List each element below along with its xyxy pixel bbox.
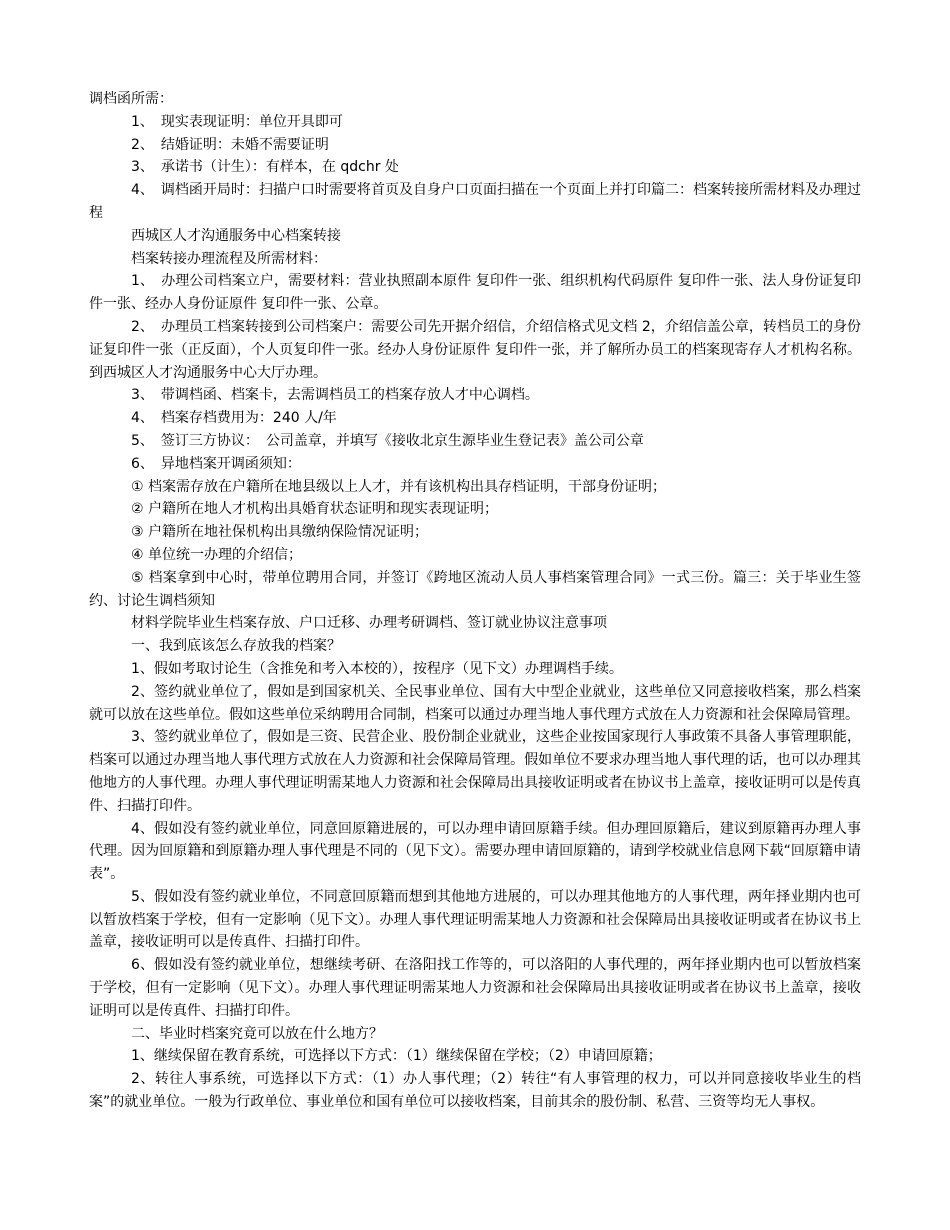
list-item: 2、 办理员工档案转接到公司档案户：需要公司先开据介绍信，介绍信格式见文档 2，介绍信盖公章，转档员工的身份证复印件一张（正反面），个人页复印件一张。经办人身份证原件 复印件一张，并了解所办员工的档案现寄存人才机构名称。到西城区人才沟通服务中心大厅办理。	[89, 318, 861, 381]
list-item: 5、 签订三方协议： 公司盖章，并填写《接收北京生源毕业生登记表》盖公司公章	[131, 432, 644, 449]
body-paragraph: 1、继续保留在教育系统，可选择以下方式：（1）继续保留在学校；（2）申请回原籍；	[131, 1048, 662, 1065]
body-paragraph: 2、签约就业单位了，假如是到国家机关、全民事业单位、国有大中型企业就业，这些单位又同意接收档案，那么档案就可以放在这些单位。假如这些单位采纳聘用合同制，档案可以通过办理当地人事代理方式放在人力资源和社会保障局管理。	[89, 683, 861, 723]
list-item: 1、 办理公司档案立户，需要材料：营业执照副本原件 复印件一张、组织机构代码原件 复印件一张、法人身份证复印件一张、经办人身份证原件 复印件一张、公章。	[89, 273, 861, 313]
circled-list-item: ⑤ 档案拿到中心时，带单位聘用合同，并签订《跨地区流动人员人事档案管理合同》一式三份。篇三：关于毕业生签约、讨论生调档须知	[89, 569, 861, 609]
body-paragraph: 3、签约就业单位了，假如是三资、民营企业、股份制企业就业，这些企业按国家现行人事政策不具备人事管理职能，档案可以通过办理当地人事代理方式放在人力资源和社会保障局管理。假如单位不要求办理当地人事代理的话，也可以办理其他地方的人事代理。办理人事代理证明需某地人力资源和社会保障局出具接收证明或者在协议书上盖章，接收证明可以是传真件、扫描打印件。	[89, 729, 861, 814]
list-item: 2、 结婚证明：未婚不需要证明	[131, 136, 329, 153]
body-paragraph: 4、假如没有签约就业单位，同意回原籍进展的，可以办理申请回原籍手续。但办理回原籍后，建议到原籍再办理人事代理。因为回原籍和到原籍办理人事代理是不同的（见下文）。需要办理申请回原籍的，请到学校就业信息网下载“回原籍申请表”。	[89, 820, 861, 883]
heading-transfer-letter: 调档函所需：	[89, 91, 173, 107]
section-subtitle-process: 档案转接办理流程及所需材料：	[131, 250, 327, 267]
circled-list-item: ② 户籍所在地人才机构出具婚育状态证明和现实表现证明；	[131, 501, 498, 518]
section-heading: 二、毕业时档案究竟可以放在什么地方？	[131, 1025, 383, 1042]
list-item: 4、 调档函开局时：扫描户口时需要将首页及自身户口页面扫描在一个页面上并打印篇二：档案转接所需材料及办理过程	[89, 182, 861, 221]
section-title-materials: 材料学院毕业生档案存放、户口迁移、办理考研调档、签订就业协议注意事项	[131, 615, 607, 632]
body-paragraph: 6、假如没有签约就业单位，想继续考研、在洛阳找工作等的，可以洛阳的人事代理的，两年择业期内也可以暂放档案于学校，但有一定影响（见下文）。办理人事代理证明需某地人力资源和社会保障局出具接收证明或者在协议书上盖章，接收证明可以是传真件、扫描打印件。	[89, 957, 861, 1019]
list-item: 6、 异地档案开调函须知：	[131, 455, 301, 472]
list-item: 3、 带调档函、档案卡，去需调档员工的档案存放人才中心调档。	[131, 387, 539, 404]
list-item: 4、 档案存档费用为：240 人/年	[131, 410, 337, 427]
body-paragraph: 2、转往人事系统，可选择以下方式：（1）办人事代理；（2）转往“有人事管理的权力，可以并同意接收毕业生的档案”的就业单位。一般为行政单位、事业单位和国有单位可以接收档案，目前其余的股份制、私营、三资等均无人事权。	[89, 1071, 861, 1111]
body-paragraph: 5、假如没有签约就业单位，不同意回原籍而想到其他地方进展的，可以办理其他地方的人事代理，两年择业期内也可以暂放档案于学校，但有一定影响（见下文）。办理人事代理证明需某地人力资源和社会保障局出具接收证明或者在协议书上盖章，接收证明可以是传真件、扫描打印件。	[89, 888, 861, 951]
list-item: 3、 承诺书（计生）：有样本，在 qdchr 处	[131, 159, 399, 176]
circled-list-item: ① 档案需存放在户籍所在地县级以上人才，并有该机构出具存档证明，干部身份证明；	[131, 478, 666, 495]
section-heading: 一、我到底该怎么存放我的档案？	[131, 638, 341, 655]
section-title-xicheng: 西城区人才沟通服务中心档案转接	[131, 227, 341, 244]
list-item: 1、 现实表现证明：单位开具即可	[131, 113, 343, 130]
circled-list-item: ④ 单位统一办理的介绍信；	[131, 546, 303, 563]
body-paragraph: 1、假如考取讨论生（含推免和考入本校的），按程序（见下文）办理调档手续。	[131, 660, 623, 677]
document-body	[89, 88, 861, 1114]
circled-list-item: ③ 户籍所在地社保机构出具缴纳保险情况证明；	[131, 524, 428, 541]
